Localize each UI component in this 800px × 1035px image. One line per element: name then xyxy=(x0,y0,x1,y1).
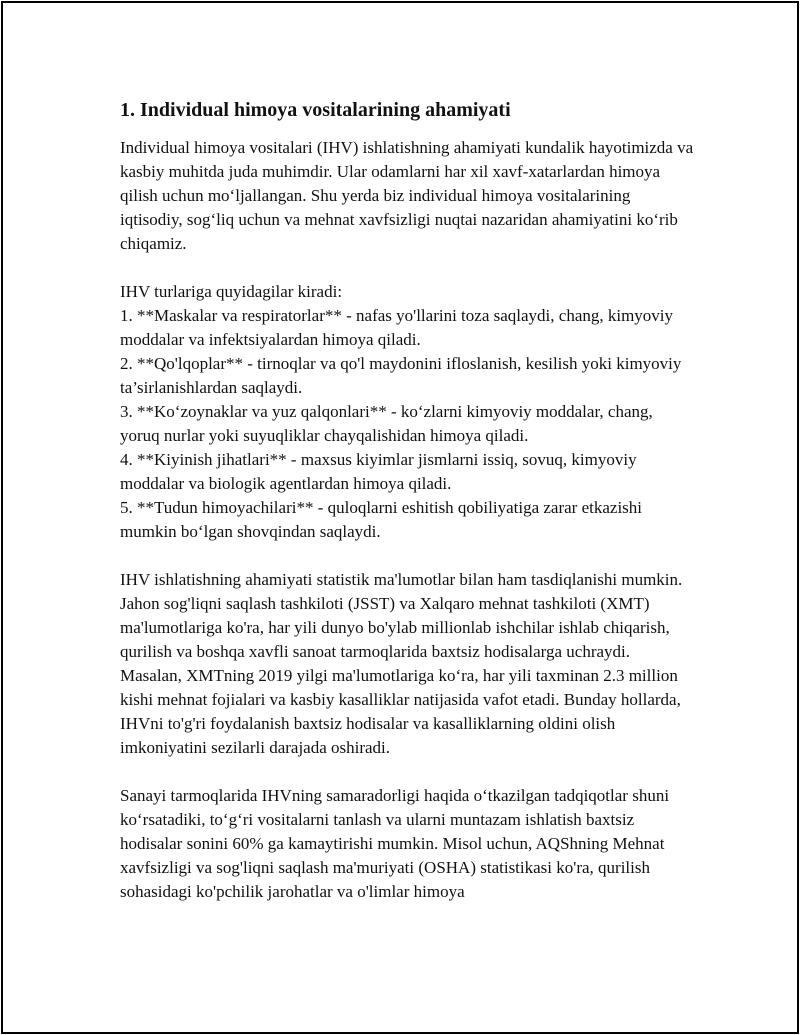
section-heading: 1. Individual himoya vositalarining ahamiyati xyxy=(120,99,511,121)
paragraph-effectiveness: Sanayi tarmoqlarida IHVning samaradorligi haqida o‘tkazilgan tadqiqotlar shuni ko‘rsatadiki, to‘g‘ri vositalarni tanlash va ularni muntazam ishlatish baxtsiz hodisalar sonini 60% ga kamaytirishi mumkin. Misol uchun, AQShning Mehnat xavfsizligi va sog'liqni saqlash ma'muriyati (OSHA) statistikasi ko'ra, qurilish sohasidagi ko'pchilik jarohatlar va o'limlar himoya xyxy=(120,786,674,901)
document-page xyxy=(1,1,799,1034)
paragraph-statistics: IHV ishlatishning ahamiyati statistik ma'lumotlar bilan ham tasdiqlanishi mumkin. Jahon sog'liqni saqlash tashkiloti (JSST) va Xalqaro mehnat tashkiloti (XMT) ma'lumotlariga ko'ra, har yili dunyo bo'ylab millionlab ishchilar ishlab chiqarish, qurilish va boshqa xavfli sanoat tarmoqlarida baxtsiz hodisalarga uchraydi. Masalan, XMTning 2019 yilgi ma'lumotlariga ko‘ra, har yili taxminan 2.3 million kishi mehnat fojialari va kasbiy kasalliklar natijasida vafot etadi. Bunday hollarda, IHVni to'g'ri foydalanish baxtsiz hodisalar va kasalliklarning oldini olish imkoniyatini sezilarli darajada oshiradi. xyxy=(120,570,687,757)
document-body xyxy=(120,97,698,904)
paragraph-gap xyxy=(120,544,695,568)
paragraph-ppe-types-list: IHV turlariga quyidagilar kiradi: 1. **Maskalar va respiratorlar** - nafas yo'llarini toza saqlaydi, chang, kimyoviy moddalar va infektsiyalardan himoya qiladi. 2. **Qo'lqoplar** - tirnoqlar va qo'l maydonini ifloslanish, kesilish yoki kimyoviy ta’sirlanishlardan saqlaydi. 3. **Ko‘zoynaklar va yuz qalqonlari** - ko‘zlarni kimyoviy moddalar, chang, yoruq nurlar yoki suyuqliklar chayqalishidan himoya qiladi. 4. **Kiyinish jihatlari** - maxsus kiyimlar jismlarni issiq, sovuq, kimyoviy moddalar va biologik agentlardan himoya qiladi. 5. **Tudun himoyachilari** - quloqlarni eshitish qobiliyatiga zarar etkazishi mumkin bo‘lgan shovqindan saqlaydi. xyxy=(120,282,682,541)
paragraph-intro: Individual himoya vositalari (IHV) ishlatishning ahamiyati kundalik hayotimizda va kasbiy muhitda juda muhimdir. Ular odamlarni har xil xavf-xatarlardan himoya qilish uchun mo‘ljallangan. Shu yerda biz individual himoya vositalarining iqtisodiy, sog‘liq uchun va mehnat xavfsizligi nuqtai nazaridan ahamiyatini ko‘rib chiqamiz. xyxy=(120,138,698,253)
paragraph-gap xyxy=(120,760,695,784)
paragraph-gap xyxy=(120,256,695,280)
